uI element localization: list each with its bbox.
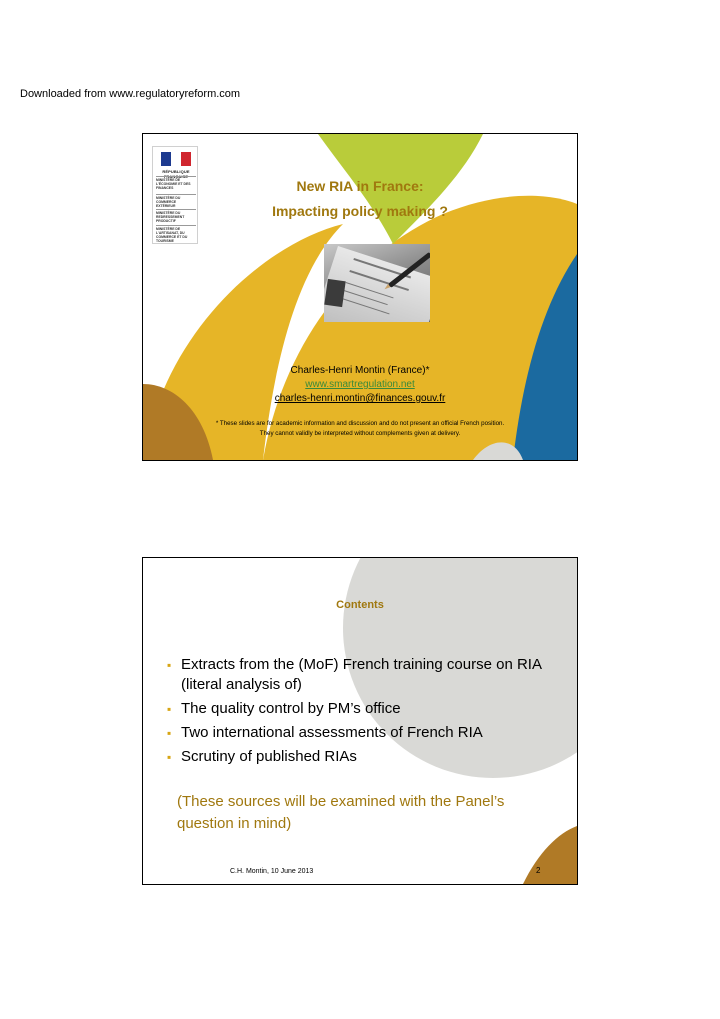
page-number: 2 [536,866,541,875]
download-note: Downloaded from www.regulatoryreform.com [20,88,241,100]
ministry-label: MINISTÈRE DU COMMERCE EXTÉRIEUR [156,196,181,208]
email-link[interactable]: charles-henri.montin@finances.gouv.fr [274,393,446,404]
bullet-icon: ▪ [167,750,172,764]
slide-title-line2: Impacting policy making ? [272,203,448,219]
ministry-label: MINISTÈRE DE L'ÉCONOMIE ET DES FINANCES [156,178,191,190]
french-flag-icon [161,152,191,166]
list-item: ▪ Extracts from the (MoF) French training course on RIA (literal analysis of) [167,656,542,693]
ministry-label: MINISTÈRE DU REDRESSEMENT PRODUCTIF [156,211,185,223]
contents-title: Contents [336,599,384,611]
list-item: ▪ Scrutiny of published RIAs [167,748,357,765]
journal-officiel-photo [324,244,430,322]
list-item: ▪ The quality control by PM’s office [167,700,401,717]
bullet-icon: ▪ [167,702,172,716]
title-slide [142,133,578,461]
french-republic-logo [152,146,198,244]
disclaimer-line2: They cannot validly be interpreted without complements given at delivery. [259,430,461,437]
bullet-icon: ▪ [167,726,172,740]
disclaimer-line1: * These slides are for academic information and discussion and do not present an official French position. [215,420,505,427]
slide-footer: C.H. Montin, 10 June 2013 [230,868,314,875]
republic-label: RÉPUBLIQUE FRANÇAISE [162,169,190,179]
bullet-icon: ▪ [167,658,172,672]
slide-title-line1: New RIA in France: [296,178,424,194]
sources-note: (These sources will be examined with the Panel’s question in mind) [177,793,505,832]
ministry-label: MINISTÈRE DE L'ARTISANAT, DU COMMERCE ET DU TOURISME [156,227,188,243]
list-item: ▪ Two international assessments of French RIA [167,724,483,741]
author-name: Charles-Henri Montin (France)* [290,365,430,376]
contents-slide [142,557,578,885]
contents-list [167,655,567,771]
website-link[interactable]: www.smartregulation.net [305,379,415,390]
